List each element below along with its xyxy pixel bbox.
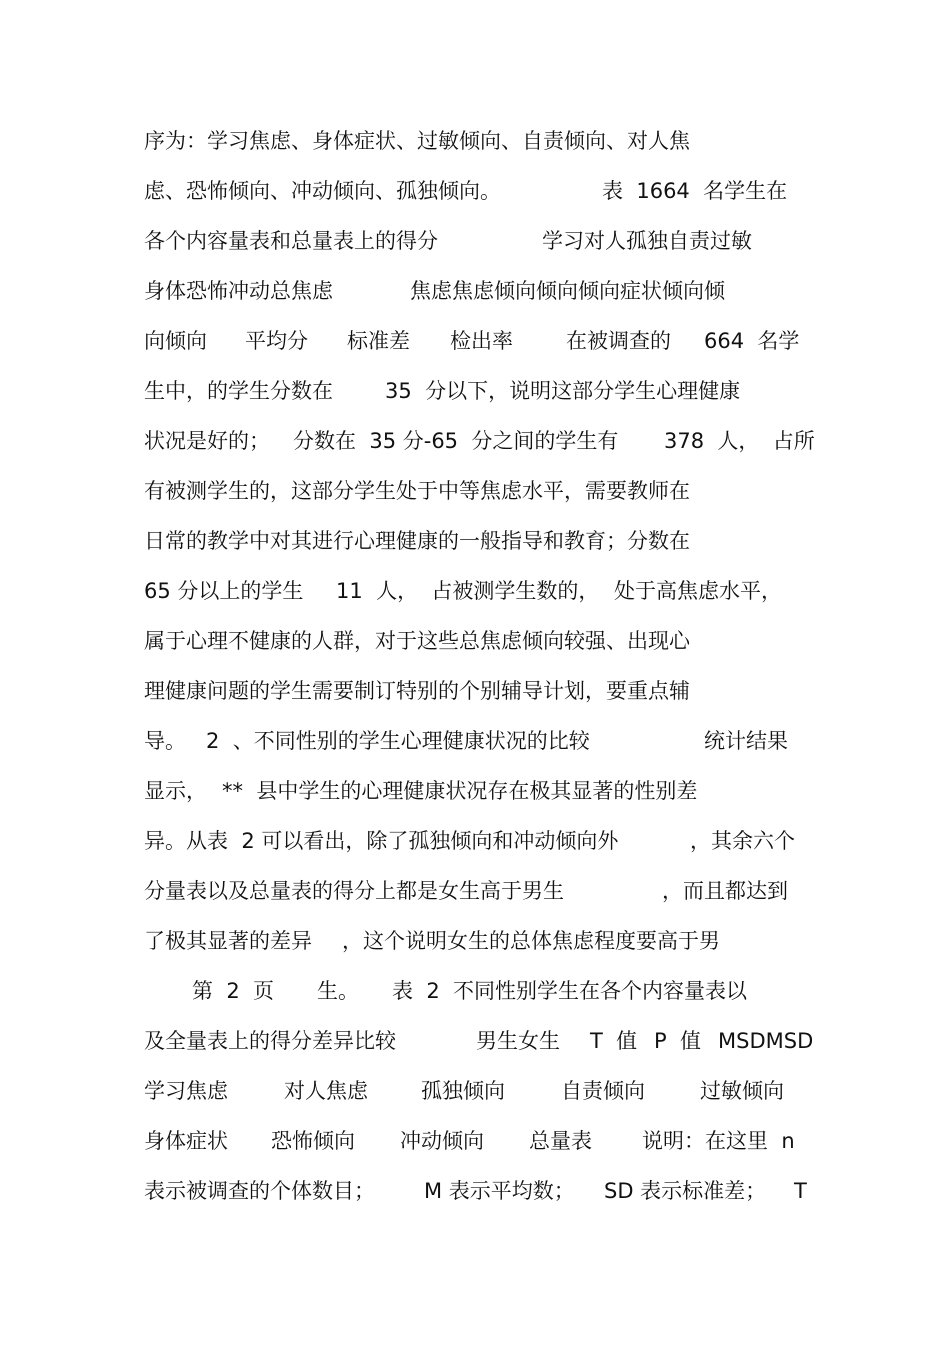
text-segment: 分量表以及总量表的得分上都是女生高于男生: [144, 879, 564, 903]
text-line: [0, 526, 950, 556]
text-segment: 身体恐怖冲动总焦虑: [144, 279, 333, 303]
text-segment: ，而且都达到: [662, 879, 788, 903]
text-segment: 对人焦虑: [284, 1079, 368, 1103]
text-segment: P 值: [654, 1029, 702, 1053]
text-segment: 65 分以上的学生: [144, 579, 304, 603]
text-segment: 各个内容量表和总量表上的得分: [144, 229, 438, 253]
text-segment: 过敏倾向: [700, 1079, 784, 1103]
text-segment: ** 县中学生的心理健康状况存在极其显著的性别差: [222, 779, 698, 803]
text-line: [0, 1176, 950, 1206]
text-line: [0, 426, 950, 456]
text-segment: 说明：在这里 n: [642, 1129, 795, 1153]
text-segment: ，其余六个: [690, 829, 795, 853]
text-segment: 理健康问题的学生需要制订特别的个别辅导计划，要重点辅: [144, 679, 690, 703]
text-segment: 在被调查的: [566, 329, 671, 353]
text-segment: 及全量表上的得分差异比较: [144, 1029, 396, 1053]
text-segment: 属于心理不健康的人群，对于这些总焦虑倾向较强、出现心: [144, 629, 690, 653]
text-segment: 分数在 35 分-65 分之间的学生有: [293, 429, 619, 453]
text-segment: 664 名学: [704, 329, 800, 353]
text-segment: 35 分以下，说明这部分学生心理健康: [385, 379, 741, 403]
text-segment: 学习对人孤独自责过敏: [542, 229, 752, 253]
text-segment: 状况是好的；: [144, 429, 270, 453]
text-segment: ，这个说明女生的总体焦虑程度要高于男: [342, 929, 720, 953]
text-segment: 焦虑焦虑倾向倾向倾向症状倾向倾: [410, 279, 725, 303]
text-line: [0, 926, 950, 956]
text-line: [0, 176, 950, 206]
text-segment: 标准差: [347, 329, 410, 353]
text-segment: M 表示平均数；: [424, 1179, 575, 1203]
text-line: [0, 1076, 950, 1106]
text-line: [0, 1126, 950, 1156]
text-segment: 表示被调查的个体数目；: [144, 1179, 375, 1203]
text-line: [0, 376, 950, 406]
text-segment: T 值: [590, 1029, 638, 1053]
text-line: [0, 326, 950, 356]
text-segment: 表 1664 名学生在: [602, 179, 788, 203]
text-line: [0, 626, 950, 656]
text-segment: SD 表示标准差；: [604, 1179, 767, 1203]
text-segment: 生中，的学生分数在: [144, 379, 333, 403]
text-line: [0, 876, 950, 906]
text-segment: 表 2 不同性别学生在各个内容量表以: [392, 979, 748, 1003]
text-segment: 向倾向: [144, 329, 207, 353]
text-segment: 处于高焦虑水平，: [614, 579, 782, 603]
text-segment: 平均分: [245, 329, 308, 353]
text-line: [0, 1026, 950, 1056]
page-number: 第 2 页: [192, 979, 275, 1003]
text-segment: 冲动倾向: [400, 1129, 484, 1153]
text-line: [0, 826, 950, 856]
text-segment: 异。从表 2 可以看出，除了孤独倾向和冲动倾向外: [144, 829, 619, 853]
text-segment: 学习焦虑: [144, 1079, 228, 1103]
text-segment: 检出率: [450, 329, 513, 353]
text-segment: 统计结果: [704, 729, 788, 753]
text-line: [0, 776, 950, 806]
text-segment: 序为：学习焦虑、身体症状、过敏倾向、自责倾向、对人焦: [144, 129, 690, 153]
text-segment: 有被测学生的，这部分学生处于中等焦虑水平，需要教师在: [144, 479, 690, 503]
text-segment: 恐怖倾向: [271, 1129, 355, 1153]
text-line: [0, 576, 950, 606]
text-segment: 导。: [144, 729, 186, 753]
text-line: [0, 676, 950, 706]
text-segment: 自责倾向: [561, 1079, 645, 1103]
text-segment: 总量表: [529, 1129, 592, 1153]
text-segment: 虑、恐怖倾向、冲动倾向、孤独倾向。: [144, 179, 501, 203]
text-segment: 11 人， 占被测学生数的，: [336, 579, 600, 603]
text-segment: 生。: [317, 979, 359, 1003]
text-segment: 了极其显著的差异: [144, 929, 312, 953]
text-segment: 378 人， 占所: [664, 429, 815, 453]
text-segment: 男生女生: [476, 1029, 560, 1053]
text-line: [0, 726, 950, 756]
text-line: [0, 476, 950, 506]
text-segment: 显示，: [144, 779, 207, 803]
text-segment: 孤独倾向: [421, 1079, 505, 1103]
text-line: [0, 276, 950, 306]
text-segment: 2 、不同性别的学生心理健康状况的比较: [206, 729, 590, 753]
text-segment: 身体症状: [144, 1129, 228, 1153]
text-line: [0, 226, 950, 256]
text-line: [0, 976, 950, 1006]
text-line: [0, 126, 950, 156]
text-segment: MSDMSD: [718, 1029, 814, 1053]
text-segment: 日常的教学中对其进行心理健康的一般指导和教育；分数在: [144, 529, 690, 553]
text-segment: T: [794, 1179, 807, 1203]
